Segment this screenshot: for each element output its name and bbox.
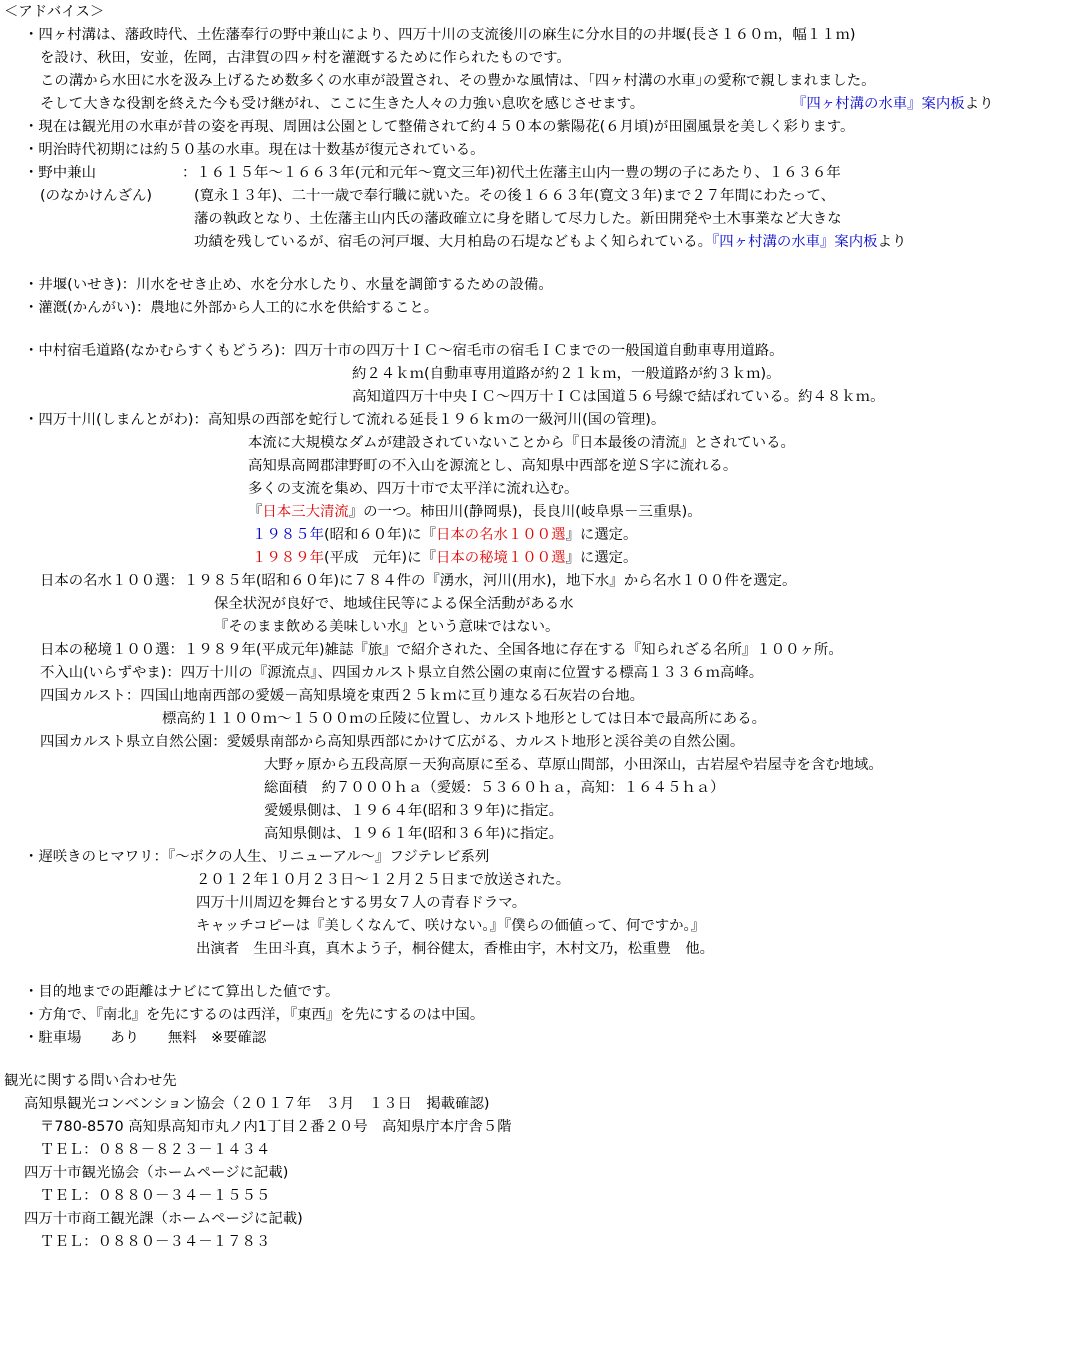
hikyo-definition: 日本の秘境１００選：１９８９年(平成元年)雑誌『旅』で紹介された、全国各地に存在する『知られざる名所』１００ヶ所。	[40, 642, 843, 658]
meisui-era: (昭和６０年)に『	[323, 527, 436, 543]
himawari-line-1: ・遅咲きのヒマワリ：『～ボクの人生、リニューアル～』フジテレビ系列	[24, 849, 490, 865]
himawari-line-2: ２０１２年１０月２３日～１２月２５日まで放送された。	[196, 872, 571, 888]
parking-note: ・駐車場 あり 無料 ※要確認	[24, 1030, 267, 1046]
signboard-link[interactable]: 『四ヶ村溝の水車』案内板	[712, 234, 878, 250]
hikyo-selection-highlight: 日本の秘境１００選	[435, 550, 566, 566]
hikyo-year-highlight: １９８９年	[252, 550, 324, 566]
meisui-line-2: 保全状況が良好で、地域住民等による保全活動がある水	[214, 596, 574, 612]
karst-park-line-1: 四国カルスト県立自然公園：愛媛県南部から高知県西部にかけて広がる、カルスト地形と渓谷美の自然公園。	[40, 734, 745, 750]
current-waterwheel-note: ・現在は観光用の水車が昔の姿を再現、周囲は公園として整備されて約４５０本の紫陽花(６月頃)が田園風景を美しく彩ります。	[24, 119, 855, 135]
hikyo-era: (平成 元年)に『	[323, 550, 436, 566]
yonkason-line-1: ・四ヶ村溝は、藩政時代、土佐藩奉行の野中兼山により、四万十川の支流後川の麻生に分水目的の井堰(長さ１６０ｍ，幅１１ｍ)	[24, 27, 856, 43]
meiji-waterwheel-note: ・明治時代初期には約５０基の水車。現在は十数基が復元されている。	[24, 142, 485, 158]
distance-note: ・目的地までの距離はナビにて算出した値です。	[24, 984, 340, 1000]
source-suffix: より	[877, 234, 907, 250]
kenzan-line-4	[194, 233, 906, 251]
shimanto-line-7	[252, 549, 637, 567]
kochi-association-name: 高知県観光コンベンション協会（２０１７年 ３月 １３日 掲載確認)	[24, 1096, 490, 1112]
himawari-line-3: 四万十川周辺を舞台とする男女７人の青春ドラマ。	[196, 895, 527, 911]
shimanto-line-1: ・四万十川(しまんとがわ)：高知県の西部を蛇行して流れる延長１９６ｋｍの一級河川(国の管理)。	[24, 412, 666, 428]
source-suffix: より	[964, 96, 994, 112]
kenzan-line-4-text: 功績を残しているが、宿毛の河戸堰、大月柏島の石堤などもよく知られている。	[194, 234, 713, 250]
iseki-definition: ・井堰(いせき)：川水をせき止め、水を分水したり、水量を調節するための設備。	[24, 277, 553, 293]
meisui-selected: 』に選定。	[565, 527, 638, 543]
kangai-definition: ・灌漑(かんがい)：農地に外部から人工的に水を供給すること。	[24, 300, 439, 316]
contact-heading: 観光に関する問い合わせ先	[4, 1073, 177, 1089]
meisui-line-1: 日本の名水１００選：１９８５年(昭和６０年)に７８４件の『湧水，河川(用水)，地下水』から名水１００件を選定。	[40, 573, 797, 589]
shimanto-association-tel: ＴＥＬ：０８８０－３４－１５５５	[40, 1188, 271, 1204]
signboard-link[interactable]: 『四ヶ村溝の水車』案内板	[792, 96, 965, 112]
kenzan-line-2: (寛永１３年)、二十一歳で奉行職に就いた。その後１６６３年(寛文３年)まで２７年間にわたって、	[194, 188, 835, 204]
karst-park-line-3: 総面積 約７０００ｈａ（愛媛：５３６０ｈａ，高知：１６４５ｈａ）	[264, 780, 725, 796]
bracket-open: 『	[248, 504, 263, 520]
road-line-2: 約２４ｋｍ(自動車専用道路が約２１ｋｍ，一般道路が約３ｋｍ)。	[352, 366, 781, 382]
kochi-association-address: 〒780-8570 高知県高知市丸ノ内1丁目２番２０号 高知県庁本庁舎５階	[40, 1119, 512, 1135]
shimanto-commerce-name: 四万十市商工観光課（ホームページに記載)	[24, 1211, 303, 1227]
karst-park-line-4: 愛媛県側は、１９６４年(昭和３９年)に指定。	[264, 803, 564, 819]
meisui-year-highlight: １９８５年	[252, 527, 324, 543]
road-line-3: 高知道四万十中央ＩＣ～四万十ＩＣは国道５６号線で結ばれている。約４８ｋｍ。	[352, 389, 885, 405]
karst-line-1: 四国カルスト：四国山地南西部の愛媛－高知県境を東西２５ｋｍに亘り連なる石灰岩の台地。	[40, 688, 644, 704]
advice-heading: ＜アドバイス＞	[4, 4, 105, 20]
karst-line-2: 標高約１１００ｍ～１５００ｍの丘陵に位置し、カルスト地形としては日本で最高所にある。	[162, 711, 766, 727]
hikyo-selected: 』に選定。	[565, 550, 638, 566]
shimanto-line-3: 高知県高岡郡津野町の不入山を源流とし、高知県中西部を逆Ｓ字に流れる。	[248, 458, 738, 474]
meisui-selection-highlight: 日本の名水１００選	[435, 527, 566, 543]
yonkason-line-4: そして大きな役割を終えた今も受け継がれ、ここに生きた人々の力強い息吹を感じさせます。	[40, 96, 645, 112]
shimanto-line-6	[252, 526, 637, 544]
three-clear-streams-highlight: 日本三大清流	[262, 504, 349, 520]
shimanto-commerce-tel: ＴＥＬ：０８８０－３４－１７８３	[40, 1234, 271, 1250]
shimanto-association-name: 四万十市観光協会（ホームページに記載)	[24, 1165, 289, 1181]
yonkason-line-3: この溝から水田に水を汲み上げるため数多くの水車が設置され、その豊かな風情は、｢四ヶ村溝の水車｣の愛称で親しまれました。	[40, 73, 876, 89]
shimanto-line-4: 多くの支流を集め、四万十市で太平洋に流れ込む。	[248, 481, 579, 497]
yonkason-source	[792, 95, 994, 113]
kenzan-reading: (のなかけんざん)	[40, 188, 152, 204]
himawari-line-4: キャッチコピーは『美しくなんて、咲けない。』『僕らの価値って、何ですか。』	[196, 918, 706, 934]
shimanto-line-5	[248, 503, 702, 521]
kenzan-line-1: ：１６１５年～１６６３年(元和元年～寛文三年)初代土佐藩主山内一豊の甥の子にあたり、１６３６年	[182, 165, 841, 181]
kenzan-line-3: 藩の執政となり、土佐藩主山内氏の藩政確立に身を賭して尽力した。新田開発や土木事業など大きな	[194, 211, 842, 227]
karst-park-line-5: 高知県側は、１９６１年(昭和３６年)に指定。	[264, 826, 564, 842]
karst-park-line-2: 大野ヶ原から五段高原－天狗高原に至る、草原山間部，小田深山，古岩屋や岩屋寺を含む地域。	[264, 757, 883, 773]
direction-note: ・方角で、『南北』を先にするのは西洋，『東西』を先にするのは中国。	[24, 1007, 485, 1023]
himawari-line-5: 出演者 生田斗真，真木よう子，桐谷健太，香椎由宇，木村文乃，松重豊 他。	[196, 941, 715, 957]
road-line-1: ・中村宿毛道路(なかむらすくもどうろ)：四万十市の四万十ＩＣ～宿毛市の宿毛ＩＣまでの一般国道自動車専用道路。	[24, 343, 784, 359]
yonkason-line-2: を設け、秋田，安並，佐岡，古津賀の四ヶ村を灌漑するために作られたものです。	[40, 50, 571, 66]
meisui-line-3: 『そのまま飲める美味しい水』という意味ではない。	[214, 619, 560, 635]
shimanto-line-2: 本流に大規模なダムが建設されていないことから『日本最後の清流』とされている。	[248, 435, 795, 451]
irazuyama-definition: 不入山(いらずやま)：四万十川の『源流点』、四国カルスト県立自然公園の東南に位置する標高１３３６ｍ高峰。	[40, 665, 764, 681]
kenzan-term: ・野中兼山	[24, 165, 96, 181]
kochi-association-tel: ＴＥＬ：０８８－８２３－１４３４	[40, 1142, 271, 1158]
three-clear-streams-rest: 』の一つ。柿田川(静岡県)，長良川(岐阜県－三重県)。	[348, 504, 702, 520]
